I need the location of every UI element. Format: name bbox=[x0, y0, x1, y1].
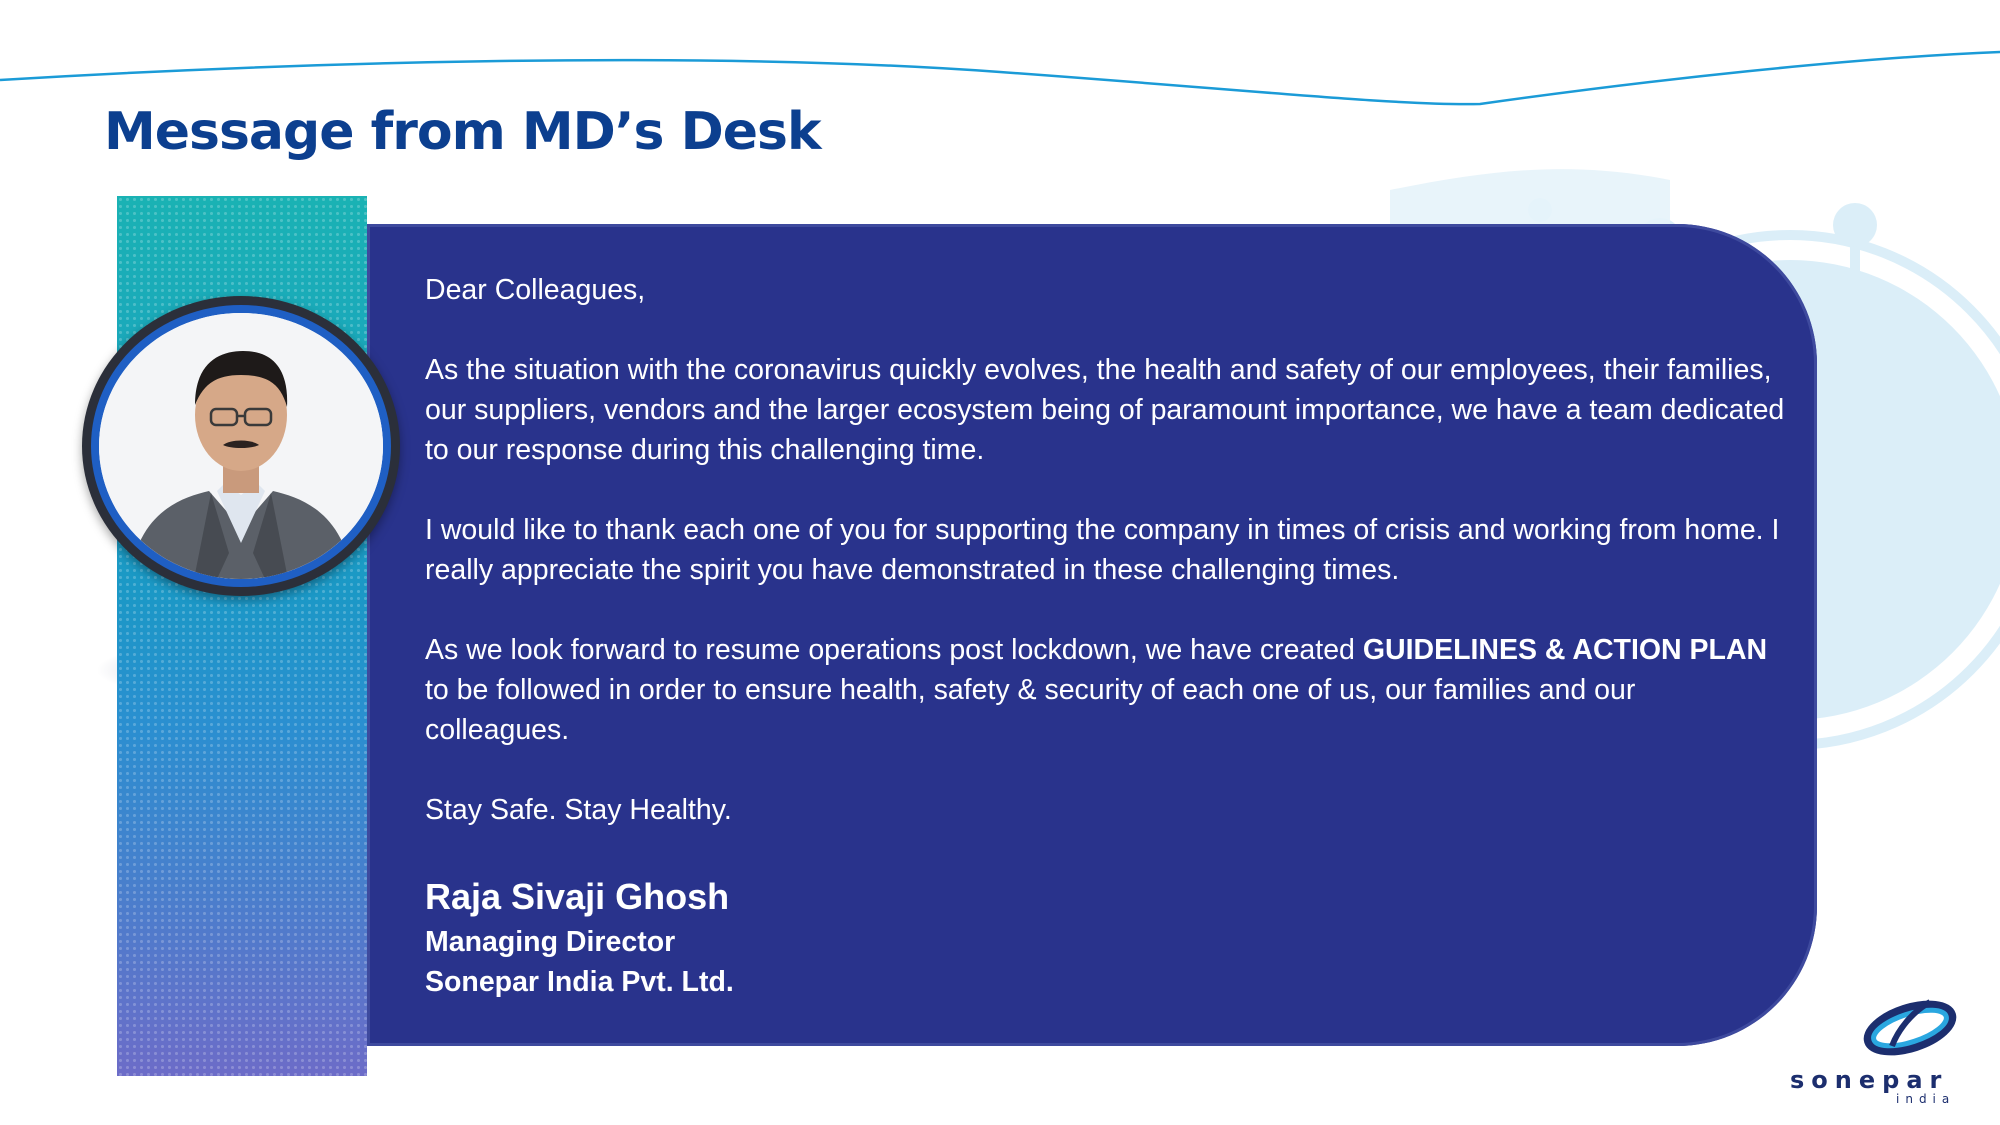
greeting: Dear Colleagues, bbox=[425, 274, 646, 306]
closing-line: Stay Safe. Stay Healthy. bbox=[425, 794, 732, 826]
message-body bbox=[425, 270, 1785, 870]
signature-company: Sonepar India Pvt. Ltd. bbox=[425, 966, 734, 998]
md-portrait-frame bbox=[82, 296, 400, 596]
sonepar-globe-icon bbox=[1780, 990, 1980, 1070]
logo-wordmark: sonepar bbox=[1790, 1066, 1949, 1094]
guidelines-intro-text: As we look forward to resume operations post lockdown, we have created bbox=[425, 634, 1363, 666]
page-title: Message from MD’s Desk bbox=[104, 102, 821, 162]
paragraph-thanks: I would like to thank each one of you for supporting the company in times of crisis and working from home. I really appreciate the spirit you have demonstrated in these challenging times. bbox=[425, 514, 1780, 586]
md-portrait-photo bbox=[99, 313, 383, 579]
logo-subtext: india bbox=[1896, 1092, 1956, 1106]
sonepar-logo bbox=[1780, 990, 1980, 1105]
signature-role: Managing Director bbox=[425, 926, 676, 958]
person-icon bbox=[99, 313, 383, 579]
guidelines-bold-text: GUIDELINES & ACTION PLAN bbox=[1362, 634, 1768, 666]
guidelines-outro-text: to be followed in order to ensure health, safety & security of each one of us, our families and our colleagues. bbox=[425, 674, 1636, 746]
paragraph-situation: As the situation with the coronavirus quickly evolves, the health and safety of our employees, their families, our suppliers, vendors and the larger ecosystem being of paramount importance, we have a team dedicated to our response during this challenging time. bbox=[425, 354, 1785, 466]
signature-name: Raja Sivaji Ghosh bbox=[425, 876, 730, 917]
message-card bbox=[367, 224, 1817, 1046]
paragraph-guidelines bbox=[425, 630, 1785, 750]
